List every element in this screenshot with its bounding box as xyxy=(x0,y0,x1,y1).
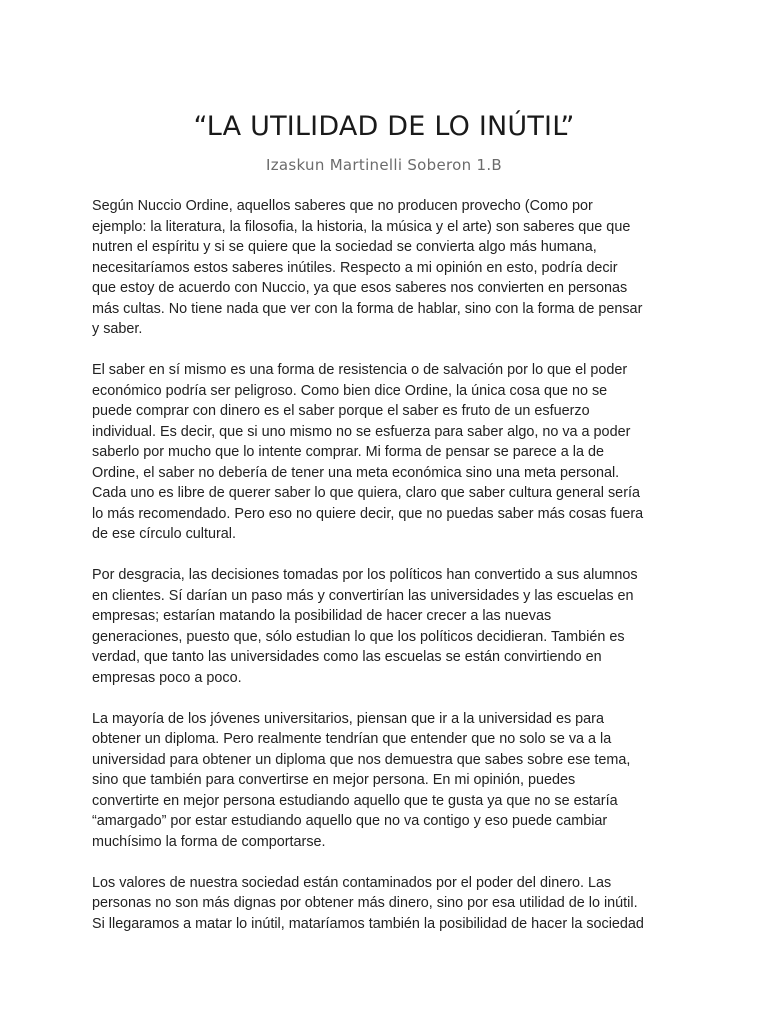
paragraph xyxy=(92,196,692,340)
text-line: El saber en sí mismo es una forma de resistencia o de salvación por lo que el poder xyxy=(92,362,628,378)
text-line: y saber. xyxy=(92,321,143,337)
text-line: ejemplo: la literatura, la filosofia, la historia, la música y el arte) son saberes que que xyxy=(92,218,631,235)
text-line: “amargado” por estar estudiando aquello que no va contigo y eso puede cambiar xyxy=(92,813,608,829)
text-line: sino que también para convertirse en mejor persona. En mi opinión, puedes xyxy=(92,772,576,788)
text-line: individual. Es decir, que si uno mismo no se esfuerza para saber algo, no va a poder xyxy=(92,423,631,440)
text-line: lo más recomendado. Pero eso no quiere decir, que no puedas saber más cosas fuera xyxy=(92,505,644,522)
text-line: nutren el espíritu y si se quiere que la sociedad se convierta algo más humana, xyxy=(92,239,597,255)
text-line: que estoy de acuerdo con Nuccio, ya que esos saberes nos convierten en personas xyxy=(92,280,628,296)
text-line: personas no son más dignas por obtener más dinero, sino por esa utilidad de lo inútil. xyxy=(92,895,638,911)
text-line: Según Nuccio Ordine, aquellos saberes que no producen provecho (Como por xyxy=(92,198,593,214)
text-line: Los valores de nuestra sociedad están contaminados por el poder del dinero. Las xyxy=(92,874,612,891)
document-author: Izaskun Martinelli Soberon 1.B xyxy=(265,156,502,174)
text-line: de ese círculo cultural. xyxy=(92,526,236,542)
paragraph xyxy=(92,360,692,545)
paragraph xyxy=(92,565,692,688)
text-line: en clientes. Sí darían un paso más y convertirían las universidades y las escuelas en xyxy=(92,587,634,604)
text-line: más cultas. No tiene nada que ver con la forma de hablar, sino con la forma de pensar xyxy=(92,300,643,317)
text-line: Por desgracia, las decisiones tomadas por los políticos han convertido a sus alumnos xyxy=(92,567,638,583)
text-line: empresas poco a poco. xyxy=(92,669,242,686)
text-line: universidad para obtener un diploma que nos demuestra que sabes sobre ese tema, xyxy=(92,751,631,768)
text-line: Ordine, el saber no debería de tener una meta económica sino una meta personal. xyxy=(92,464,620,481)
text-line: puede comprar con dinero es el saber porque el saber es fruto de un esfuerzo xyxy=(92,403,590,419)
paragraph xyxy=(92,873,692,935)
text-line: convertirte en mejor persona estudiando aquello que te gusta ya que no se estaría xyxy=(92,792,618,809)
text-line: saberlo por mucho que lo intente comprar. Mi forma de pensar se parece a la de xyxy=(92,444,604,460)
paragraph xyxy=(92,709,692,853)
text-line: Si llegaramos a matar lo inútil, mataríamos también la posibilidad de hacer la sociedad xyxy=(92,915,644,932)
text-line: generaciones, puesto que, sólo estudian lo que los políticos decidieran. También es xyxy=(92,628,625,645)
text-line: Cada uno es libre de querer saber lo que quiera, claro que saber cultura general sería xyxy=(92,485,640,501)
text-line: verdad, que tanto las universidades como las escuelas se están convirtiendo en xyxy=(92,649,602,665)
document-title: “LA UTILIDAD DE LO INÚTIL” xyxy=(193,111,575,142)
text-line: muchísimo la forma de comportarse. xyxy=(92,833,326,850)
text-line: obtener un diploma. Pero realmente tendrían que entender que no solo se va a la xyxy=(92,731,612,747)
text-line: La mayoría de los jóvenes universitarios, piensan que ir a la universidad es para xyxy=(92,710,604,727)
text-line: empresas; estarían matando la posibilidad de hacer crecer a las nuevas xyxy=(92,608,552,624)
document-body xyxy=(92,196,692,955)
text-line: económico podría ser peligroso. Como bien dice Ordine, la única cosa que no se xyxy=(92,382,608,399)
text-line: necesitaríamos estos saberes inútiles. Respecto a mi opinión en esto, podría decir xyxy=(92,259,618,276)
